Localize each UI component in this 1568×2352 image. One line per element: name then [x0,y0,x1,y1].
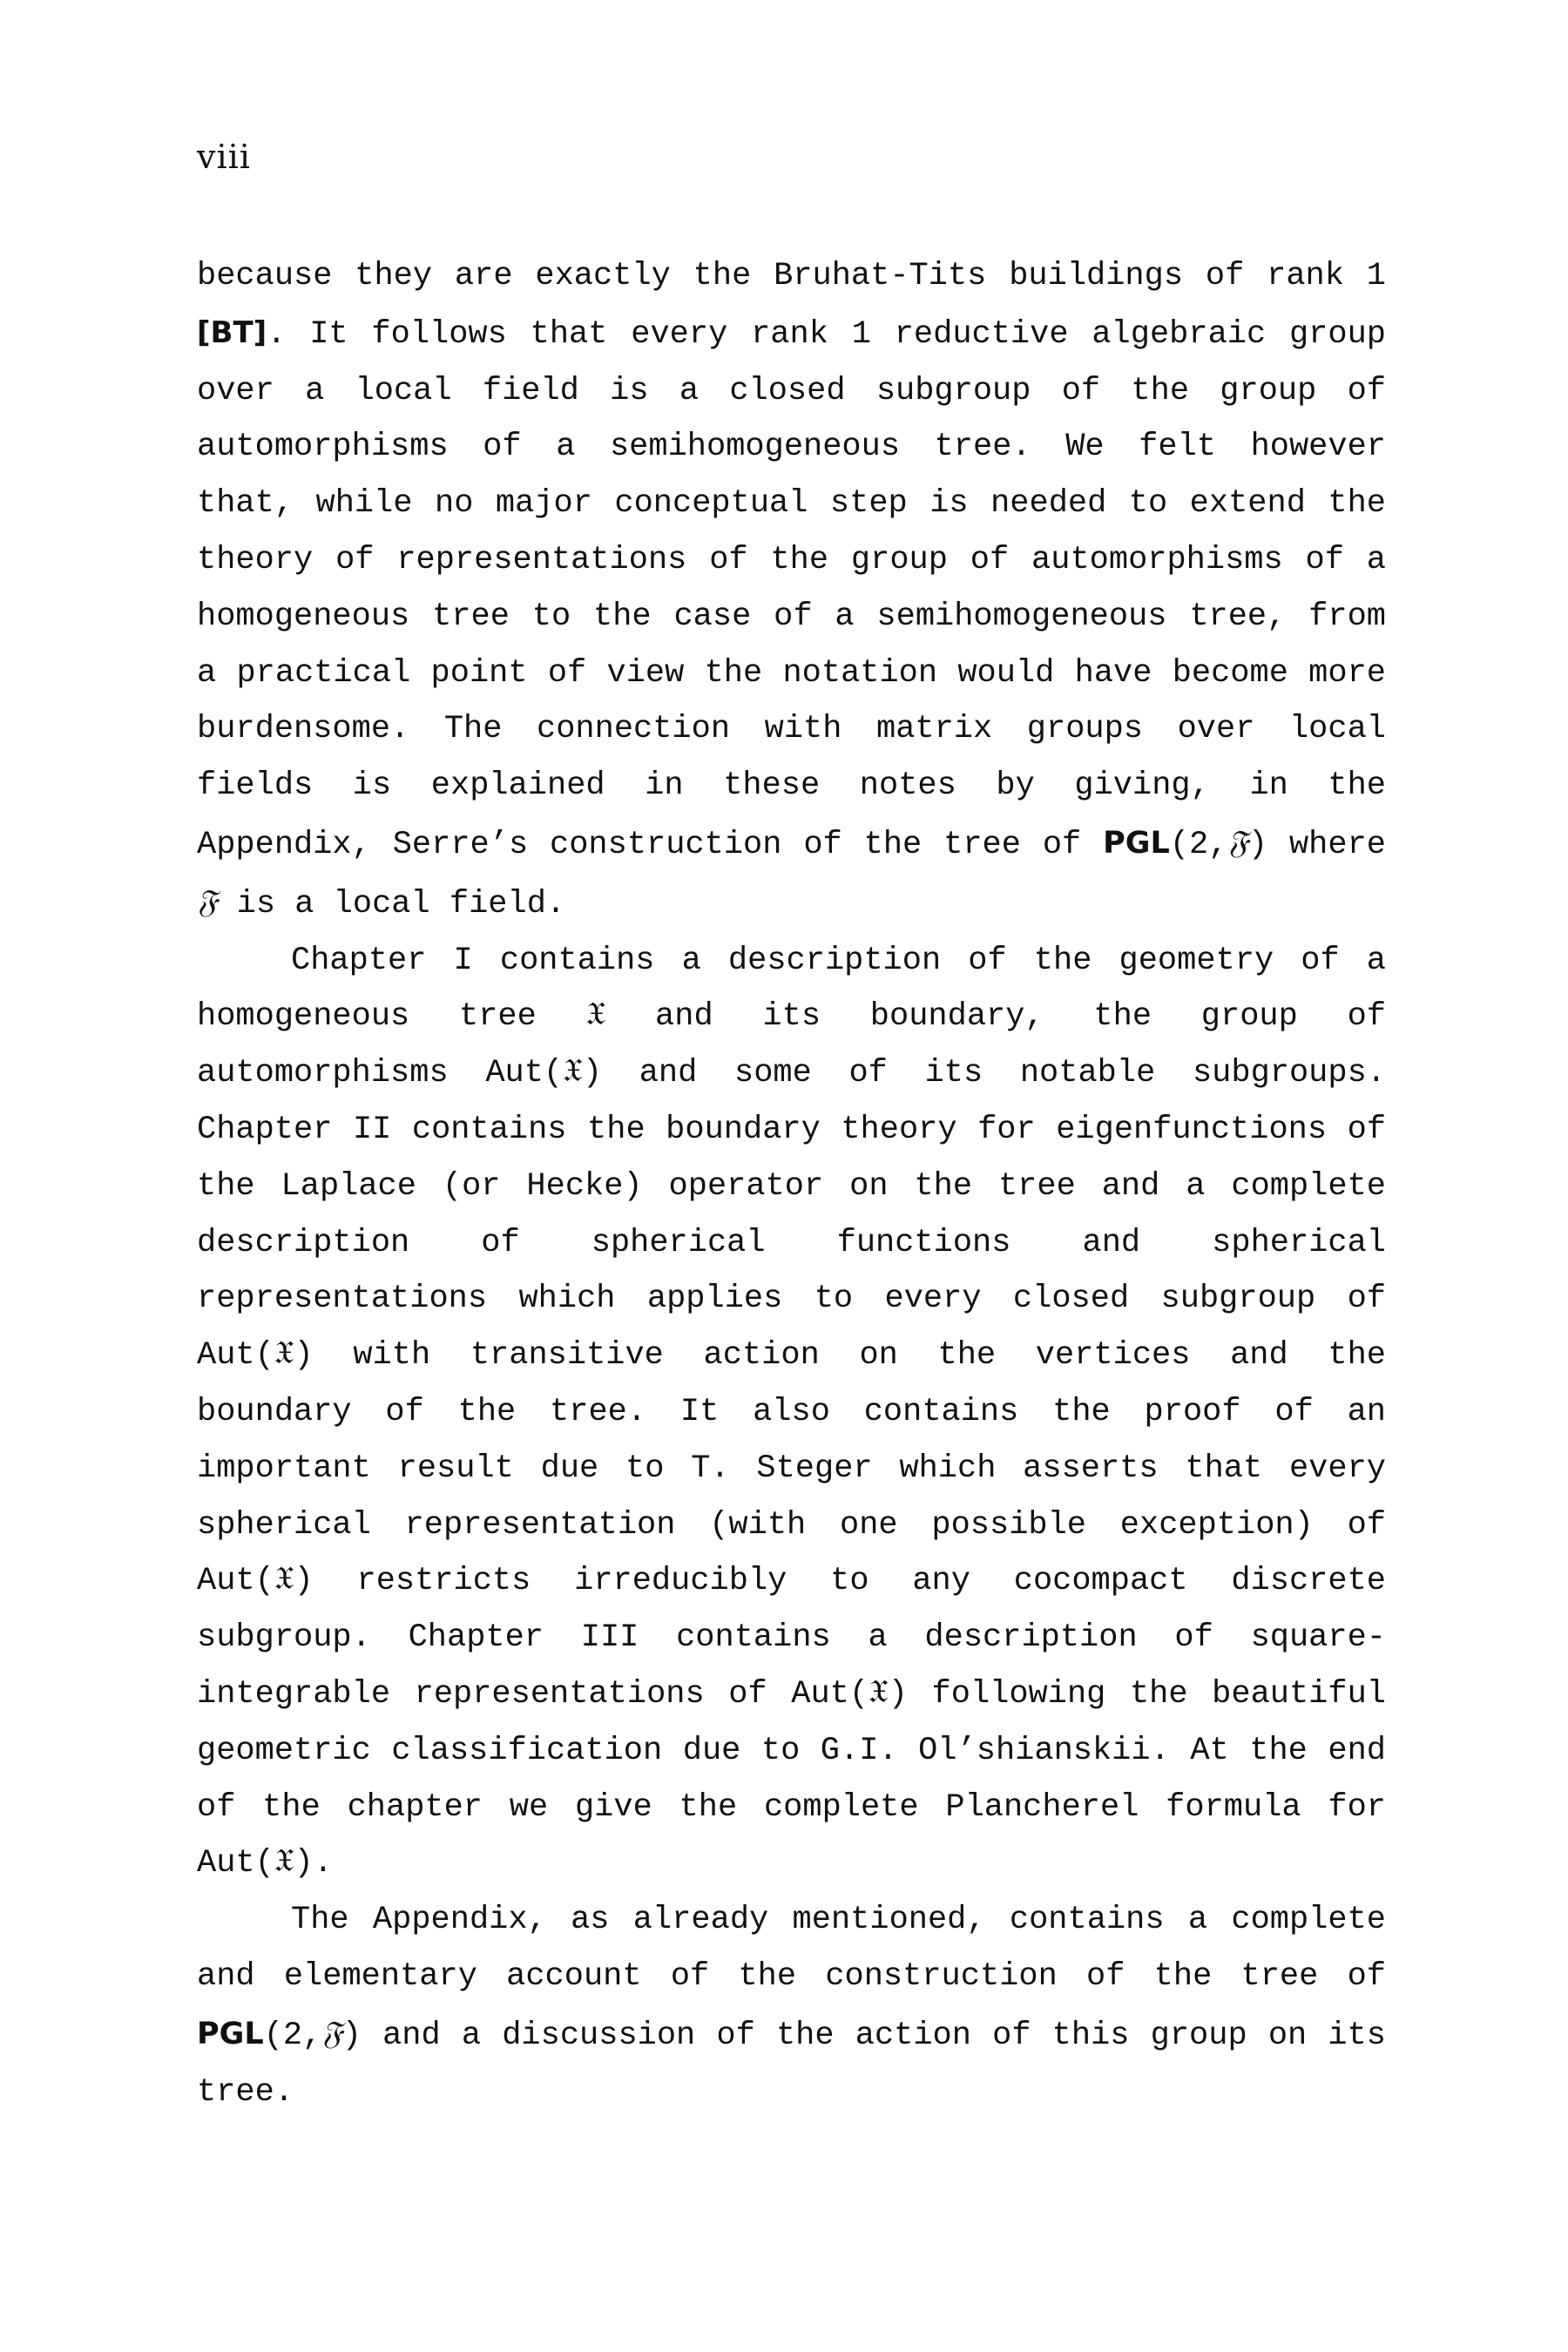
page-number: viii [197,138,251,176]
paragraph-3-text-start: The Appendix, as already mentioned, contains a complete and elementary account of the construction of the tree of [197,1902,1386,1995]
paragraph-1-text-where: ) where [1247,826,1386,863]
local-field-symbol-3: 𝔉 [321,2013,342,2051]
paragraph-1 [197,248,1386,933]
paragraph-1-text-start: because they are exactly the Bruhat-Tits buildings of rank 1 [197,258,1386,294]
paragraph-3 [197,1892,1386,2120]
local-field-symbol: 𝔉 [1227,822,1248,861]
citation-bt: [BT] [197,314,267,350]
paragraph-3-text-end: ) and a discussion of the action of this group on its tree. [197,2017,1386,2111]
group-pgl-2: PGL [197,2016,264,2051]
group-args: (2, [1169,826,1228,863]
local-field-symbol-2: 𝔉 [197,882,218,920]
group-args-2: (2, [263,2017,322,2054]
body-text [197,248,1386,2120]
paragraph-1-text-end: is a local field. [236,885,566,923]
paragraph-1-text-middle: . It follows that every rank 1 reductive algebraic group over a local field is a closed subgroup of the group of automorphisms of a semihomogeneous tree. We felt however that, while no major conceptual step is needed to extend the theory of representations of the group of automorphisms of a homogeneous tree to the case of a semihomogeneous tree, from a practical point of view the notation would have become more burdensome. The connection with matrix groups over local fields is explained in these notes by giving, in the Appendix, Serre’s construction of the tree of [197,315,1386,863]
paragraph-2: Chapter I contains a description of the geometry of a homogeneous tree 𝔛 and its boundary, the group of automorphisms Aut(𝔛) and some of its notable subgroups. Chapter II contains the boundary theory for eigenfunctions of the Laplace (or Hecke) operator on the tree and a complete description of spherical functions and spherical representations which applies to every closed subgroup of Aut(𝔛) with transitive action on the vertices and the boundary of the tree. It also contains the proof of an important result due to T. Steger which asserts that every spherical representation (with one possible exception) of Aut(𝔛) restricts irreducibly to any cocompact discrete subgroup. Chapter III contains a description of square-integrable representations of Aut(𝔛) following the beautiful geometric classification due to G.I. Ol’shianskii. At the end of the chapter we give the complete Plancherel formula for Aut(𝔛). [197,942,1386,1882]
group-pgl: PGL [1103,825,1170,861]
